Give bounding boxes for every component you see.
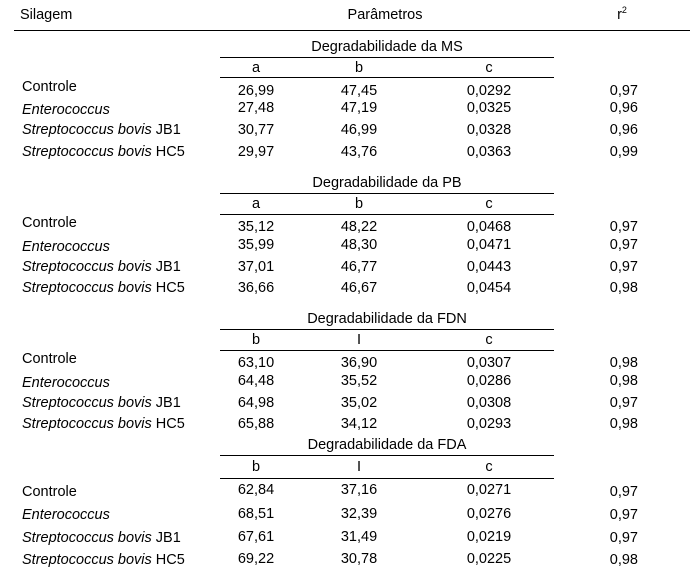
- col-label-3: c: [485, 459, 493, 475]
- value-i: 34,12: [340, 416, 378, 432]
- value-i: 32,39: [340, 506, 378, 522]
- value-c: 0,0443: [466, 259, 512, 275]
- value-b: 47,45: [340, 83, 378, 99]
- value-b: 68,51: [237, 506, 275, 522]
- value-i: 37,16: [340, 482, 378, 498]
- value-c: 0,0468: [466, 219, 512, 235]
- header-r-squared: $r^2$: [617, 5, 627, 23]
- value-b: 47,19: [340, 100, 378, 116]
- value-a: 27,48: [237, 100, 275, 116]
- value-r2: 0,97: [609, 83, 638, 99]
- value-b: 65,88: [237, 416, 275, 432]
- row-label-hc5: Streptococcus bovis HC5: [22, 552, 185, 568]
- value-b: 62,84: [237, 482, 275, 498]
- col-label-2: b: [354, 60, 364, 76]
- value-r2: 0,98: [609, 280, 638, 296]
- row-label-jb1: Streptococcus bovis JB1: [22, 530, 181, 546]
- section-title-rule: [220, 455, 554, 456]
- value-c: 0,0286: [466, 373, 512, 389]
- value-c: 0,0328: [466, 122, 512, 138]
- value-b: 46,67: [340, 280, 378, 296]
- section-title: Degradabilidade da FDA: [307, 437, 467, 453]
- value-r2: 0,97: [609, 395, 638, 411]
- value-c: 0,0307: [466, 355, 512, 371]
- row-label-enterococcus: Enterococcus: [22, 239, 110, 255]
- row-label-jb1: Streptococcus bovis JB1: [22, 259, 181, 275]
- value-c: 0,0471: [466, 237, 512, 253]
- value-r2: 0,98: [609, 373, 638, 389]
- value-r2: 0,97: [609, 259, 638, 275]
- value-c: 0,0454: [466, 280, 512, 296]
- section-title-rule: [220, 193, 554, 194]
- col-label-rule: [220, 478, 554, 479]
- value-c: 0,0308: [466, 395, 512, 411]
- value-i: 30,78: [340, 551, 378, 567]
- value-r2: 0,97: [609, 507, 638, 523]
- col-label-1: a: [251, 60, 261, 76]
- value-r2: 0,97: [609, 484, 638, 500]
- value-b: 69,22: [237, 551, 275, 567]
- row-label-enterococcus: Enterococcus: [22, 102, 110, 118]
- value-a: 29,97: [237, 144, 275, 160]
- value-r2: 0,96: [609, 122, 638, 138]
- row-label-controle: Controle: [22, 351, 77, 367]
- row-label-enterococcus: Enterococcus: [22, 375, 110, 391]
- value-i: 36,90: [340, 355, 378, 371]
- col-label-rule: [220, 77, 554, 78]
- col-label-3: c: [485, 60, 493, 76]
- header-parametros: Parâmetros: [347, 7, 423, 23]
- row-label-controle: Controle: [22, 484, 77, 500]
- value-b: 67,61: [237, 529, 275, 545]
- section-title-rule: [220, 329, 554, 330]
- value-i: 35,52: [340, 373, 378, 389]
- value-c: 0,0363: [466, 144, 512, 160]
- value-c: 0,0293: [466, 416, 512, 432]
- col-label-1: a: [251, 196, 261, 212]
- value-a: 37,01: [237, 259, 275, 275]
- row-label-hc5: Streptococcus bovis HC5: [22, 280, 185, 296]
- value-c: 0,0225: [466, 551, 512, 567]
- value-r2: 0,96: [609, 100, 638, 116]
- value-c: 0,0219: [466, 529, 512, 545]
- col-label-1: b: [251, 332, 261, 348]
- section-title-rule: [220, 57, 554, 58]
- header-rule: [14, 30, 690, 31]
- value-r2: 0,98: [609, 416, 638, 432]
- value-c: 0,0325: [466, 100, 512, 116]
- row-label-jb1: Streptococcus bovis JB1: [22, 122, 181, 138]
- value-a: 35,99: [237, 237, 275, 253]
- section-title: Degradabilidade da PB: [312, 175, 462, 191]
- value-b: 43,76: [340, 144, 378, 160]
- value-i: 35,02: [340, 395, 378, 411]
- col-label-rule: [220, 214, 554, 215]
- value-a: 30,77: [237, 122, 275, 138]
- section-title: Degradabilidade da MS: [311, 39, 463, 55]
- col-label-2: I: [356, 332, 362, 348]
- value-c: 0,0276: [466, 506, 512, 522]
- value-b: 64,48: [237, 373, 275, 389]
- col-label-3: c: [485, 196, 493, 212]
- col-label-2: I: [356, 459, 362, 475]
- col-label-3: c: [485, 332, 493, 348]
- value-r2: 0,98: [609, 355, 638, 371]
- header-silagem: Silagem: [20, 7, 73, 23]
- value-r2: 0,97: [609, 219, 638, 235]
- row-label-enterococcus: Enterococcus: [22, 507, 110, 523]
- value-b: 64,98: [237, 395, 275, 411]
- value-i: 31,49: [340, 529, 378, 545]
- value-r2: 0,98: [609, 552, 638, 568]
- section-title: Degradabilidade da FDN: [307, 311, 467, 327]
- col-label-1: b: [251, 459, 261, 475]
- value-b: 48,22: [340, 219, 378, 235]
- value-a: 35,12: [237, 219, 275, 235]
- value-a: 26,99: [237, 83, 275, 99]
- row-label-controle: Controle: [22, 79, 77, 95]
- col-label-2: b: [354, 196, 364, 212]
- row-label-hc5: Streptococcus bovis HC5: [22, 416, 185, 432]
- row-label-hc5: Streptococcus bovis HC5: [22, 144, 185, 160]
- value-r2: 0,99: [609, 144, 638, 160]
- row-label-jb1: Streptococcus bovis JB1: [22, 395, 181, 411]
- value-b: 63,10: [237, 355, 275, 371]
- value-a: 36,66: [237, 280, 275, 296]
- col-label-rule: [220, 350, 554, 351]
- row-label-controle: Controle: [22, 215, 77, 231]
- value-r2: 0,97: [609, 237, 638, 253]
- value-b: 48,30: [340, 237, 378, 253]
- value-c: 0,0271: [466, 482, 512, 498]
- value-b: 46,77: [340, 259, 378, 275]
- value-r2: 0,97: [609, 530, 638, 546]
- value-c: 0,0292: [466, 83, 512, 99]
- value-b: 46,99: [340, 122, 378, 138]
